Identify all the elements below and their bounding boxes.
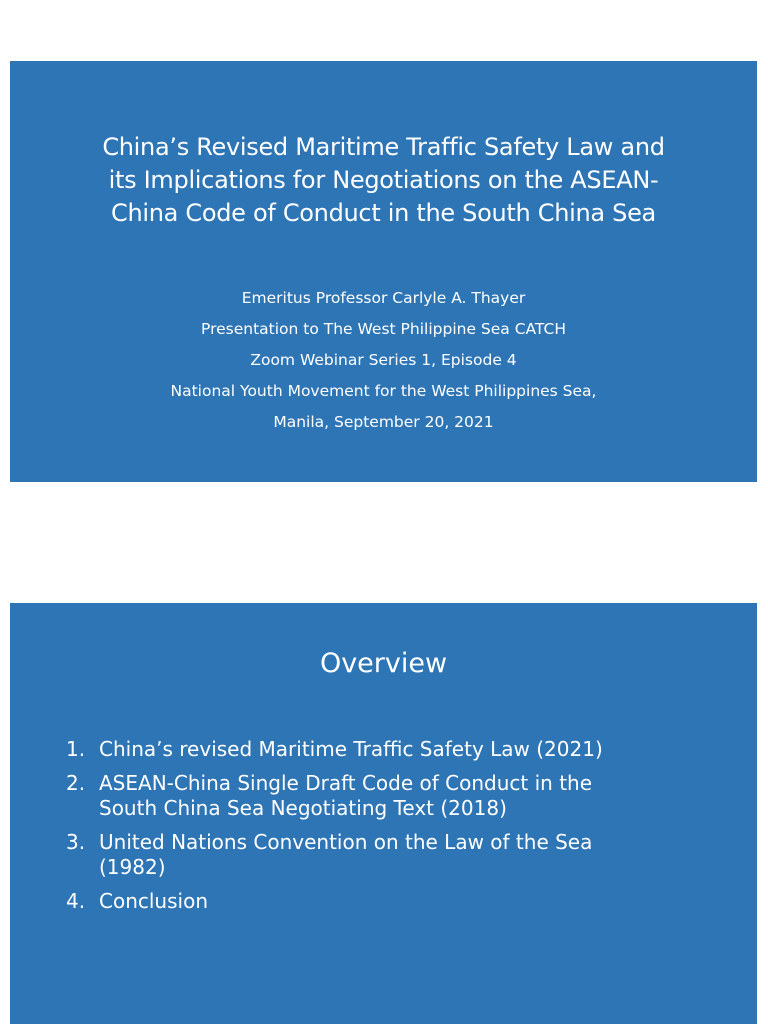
list-item-text <box>99 771 707 821</box>
title-slide <box>10 61 757 482</box>
list-item-number: 1. <box>66 737 86 761</box>
list-item <box>66 771 707 821</box>
list-item-line: China’s revised Maritime Traffic Safety Law (2021) <box>99 737 603 761</box>
presentation-title <box>50 131 717 230</box>
webinar-series: Zoom Webinar Series 1, Episode 4 <box>250 351 517 369</box>
title-line: its Implications for Negotiations on the ASEAN- <box>108 166 659 194</box>
title-line: China’s Revised Maritime Traffic Safety Law and <box>102 133 665 161</box>
list-item <box>66 830 707 880</box>
list-item-text <box>99 737 707 762</box>
list-item <box>66 889 707 914</box>
overview-list <box>66 737 707 923</box>
list-item-line: South China Sea Negotiating Text (2018) <box>99 796 507 820</box>
title-line: China Code of Conduct in the South China Sea <box>111 199 656 227</box>
overview-title: Overview <box>319 648 448 679</box>
list-item-number: 2. <box>66 771 86 795</box>
overview-slide <box>10 603 757 1024</box>
host-organization: National Youth Movement for the West Philippines Sea, <box>170 382 597 400</box>
list-item-text <box>99 830 707 880</box>
location-date: Manila, September 20, 2021 <box>273 413 494 431</box>
presentation-venue: Presentation to The West Philippine Sea CATCH <box>201 320 566 338</box>
list-item-line: Conclusion <box>99 889 208 913</box>
list-item-line: (1982) <box>99 855 166 879</box>
list-item-number: 3. <box>66 830 86 854</box>
list-item-line: ASEAN-China Single Draft Code of Conduct in the <box>99 771 593 795</box>
list-item-number: 4. <box>66 889 86 913</box>
presentation-subtitle <box>40 283 727 438</box>
list-item-text <box>99 889 707 914</box>
presenter-name: Emeritus Professor Carlyle A. Thayer <box>241 289 526 307</box>
list-item <box>66 737 707 762</box>
list-item-line: United Nations Convention on the Law of the Sea <box>99 830 593 854</box>
